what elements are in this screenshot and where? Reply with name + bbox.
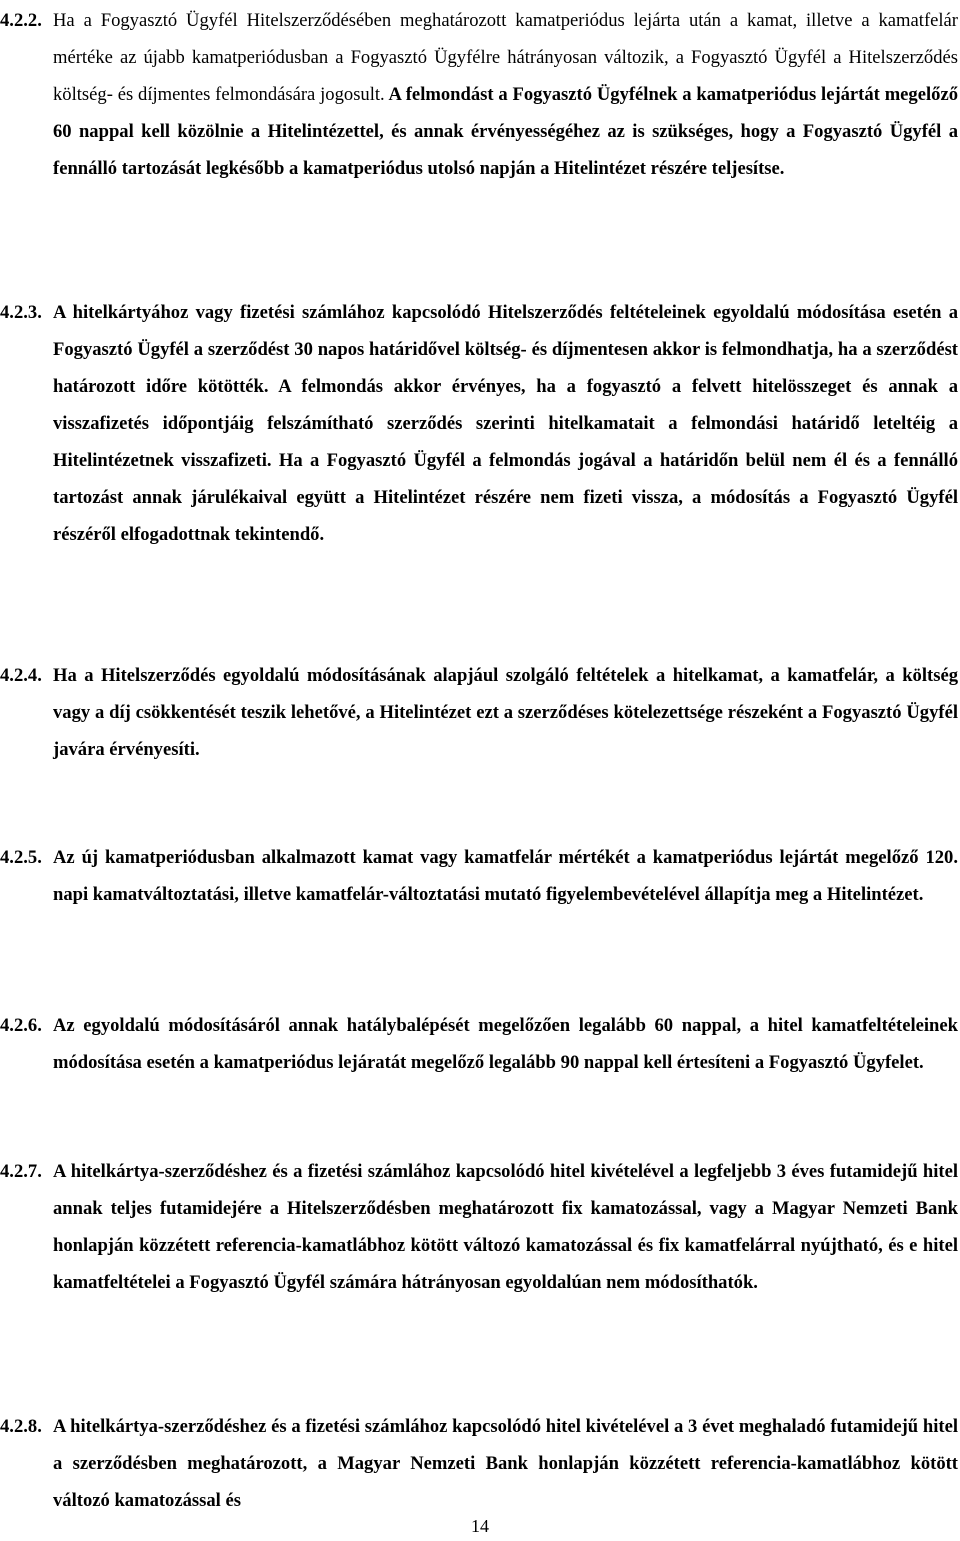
paragraph-text: Ha a Hitelszerződés egyoldalú módosításának alapjául szolgáló feltételek a hitelkamat, a kamatfelár, a költség vagy a díj csökkentését teszik lehetővé, a Hitelintézet ezt a szerződéses kötelezettsége részeként a Fogyasztó Ügyfél javára érvényesíti.	[53, 665, 958, 760]
paragraph-text: Az új kamatperiódusban alkalmazott kamat vagy kamatfelár mértékét a kamatperiódus lejártát megelőző 120. napi kamatváltoztatási, illetve kamatfelár-változtatási mutató figyelembevételével állapítja meg a Hitelintézet.	[53, 847, 958, 905]
paragraph-text: A hitelkártya-szerződéshez és a fizetési számlához kapcsolódó hitel kivételével a legfeljebb 3 éves futamidejű hitel annak teljes futamidejére a Hitelszerződésben meghatározott fix kamatozással, vagy a Magyar Nemzeti Bank honlapján közzétett referencia-kamatlábhoz kötött változó kamatozással és fix kamatfelárral nyújtható, és e hitel kamatfeltételei a Fogyasztó Ügyfél számára hátrányosan egyoldalúan nem módosíthatók.	[53, 1161, 958, 1293]
paragraph-text: A hitelkártyához vagy fizetési számlához kapcsolódó Hitelszerződés feltételeinek egyoldalú módosítása esetén a Fogyasztó Ügyfél a szerződést 30 napos határidővel költség- és díjmentesen akkor is felmondhatja, ha a szerződést határozott időre kötötték. A felmondás akkor érvényes, ha a fogyasztó a felvett hitelösszeget és annak a visszafizetés időpontjáig felszámítható szerződés szerinti hitelkamatait a felmondási határidő leteltéig a Hitelintézetnek visszafizeti. Ha a Fogyasztó Ügyfél a felmondás jogával a határidőn belül nem él és a fennálló tartozást annak járulékaival együtt a Hitelintézet részére nem fizeti vissza, a módosítás a Fogyasztó Ügyfél részéről elfogadottnak tekintendő.	[53, 302, 958, 545]
paragraph-number: 4.2.2.	[0, 10, 42, 31]
paragraph-number: 4.2.4.	[0, 665, 42, 686]
paragraph-text: A hitelkártya-szerződéshez és a fizetési számlához kapcsolódó hitel kivételével a 3 évet meghaladó futamidejű hitel a szerződésben meghatározott, a Magyar Nemzeti Bank honlapján közzétett referencia-kamatlábhoz kötött változó kamatozással és	[53, 1416, 958, 1511]
paragraph-4-2-5	[0, 839, 958, 913]
paragraph-4-2-7	[0, 1153, 958, 1301]
paragraph-number: 4.2.8.	[0, 1416, 42, 1437]
paragraph-4-2-4	[0, 657, 958, 768]
paragraph-4-2-2	[0, 2, 958, 187]
paragraph-4-2-6	[0, 1007, 958, 1081]
paragraph-number: 4.2.7.	[0, 1161, 42, 1182]
paragraph-text: Az egyoldalú módosításáról annak hatálybalépését megelőzően legalább 60 nappal, a hitel kamatfeltételeinek módosítása esetén a kamatperiódus lejáratát megelőző legalább 90 nappal kell értesíteni a Fogyasztó Ügyfelet.	[53, 1015, 958, 1073]
page-number: 14	[471, 1516, 489, 1536]
paragraph-text: Ha a Fogyasztó Ügyfél Hitelszerződésében meghatározott kamatperiódus lejárta után a kamat, illetve a kamatfelár mértéke az újabb kamatperiódusban a Fogyasztó Ügyfélre hátrányosan változik, a Fogyasztó Ügyfél a Hitelszerződés költség- és díjmentes felmondására jogosult.	[53, 10, 958, 105]
paragraph-number: 4.2.5.	[0, 847, 42, 868]
paragraph-number: 4.2.6.	[0, 1015, 42, 1036]
paragraph-4-2-8	[0, 1408, 958, 1519]
paragraph-4-2-3	[0, 294, 958, 553]
paragraph-number: 4.2.3.	[0, 302, 42, 323]
paragraph-text-bold: A felmondást a Fogyasztó Ügyfélnek a kamatperiódus lejártát megelőző 60 nappal kell közölnie a Hitelintézettel, és annak érvényességéhez az is szükséges, hogy a Fogyasztó Ügyfél a fennálló tartozását legkésőbb a kamatperiódus utolsó napján a Hitelintézet részére teljesítse.	[53, 84, 958, 179]
